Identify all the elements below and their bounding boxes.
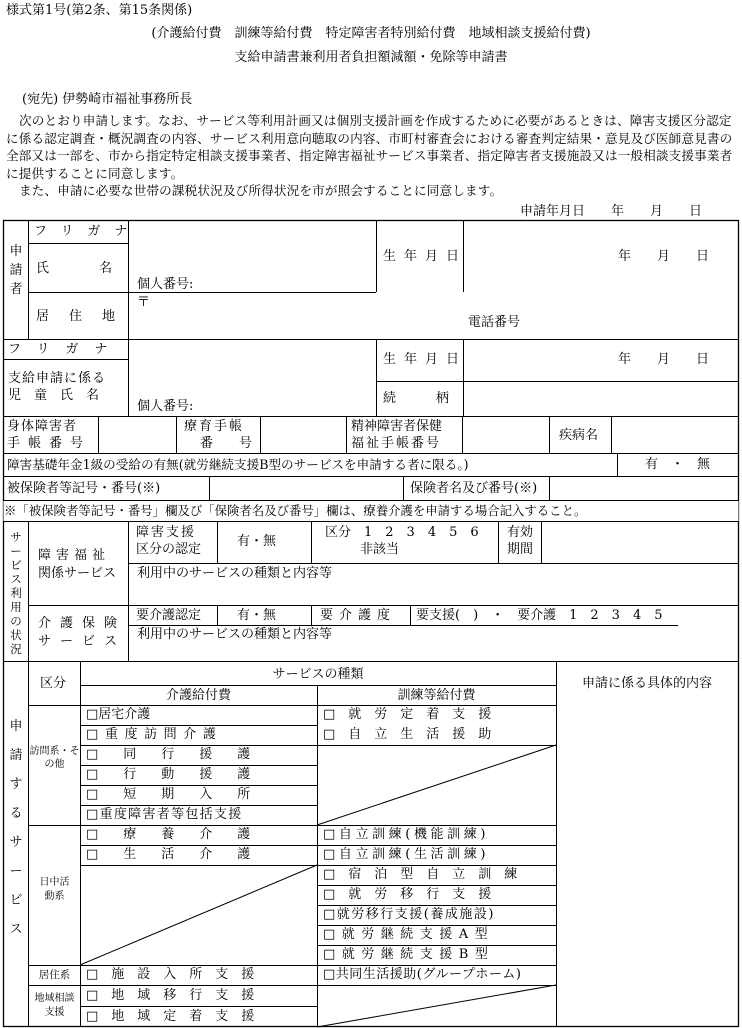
consent-paragraph: 次のとおり申請します。なお、サービス等利用計画又は個別支援計画を作成するために必要があるときは、障害支援区分認定に係る認定調査・概況調査の内容、サービス利用意向聴取の内容、市町村審査会における審査判定結果・意見及び医師意見書の全部又は一部を、市から指定特定相談支援事業者、指定障害福祉サービス事業者、指定障害者支援施設又は一般相談支援事業者に提供することに同意します。: [6, 113, 733, 181]
support-level-label-2: 区分の認定: [136, 542, 202, 557]
checkbox-functional-training[interactable]: □自立訓練(機能訓練): [323, 827, 490, 842]
addressee: (宛先) 伊勢崎市福祉事務所長: [22, 92, 193, 107]
checkbox-medical-care[interactable]: □療養介護: [86, 827, 276, 842]
checkbox-continuous-employment-a[interactable]: □就労継続支援A型: [323, 927, 495, 942]
training-benefits-header: 訓練等給付費: [397, 688, 476, 703]
child-name-field[interactable]: [129, 340, 376, 416]
applicant-name-label: 氏名: [36, 261, 163, 276]
care-services-field[interactable]: [129, 645, 737, 661]
checkbox-behavior-support[interactable]: □行動援護: [86, 767, 276, 782]
checkbox-facility-support[interactable]: □施設入所支援: [86, 967, 268, 982]
group-day-label: 日中活動系: [39, 877, 70, 902]
applicant-section-label: 申 請 者: [9, 244, 23, 297]
mental-handbook-label-2: 福祉手帳番号: [351, 436, 442, 451]
rehab-handbook-label-1: 療育手帳: [184, 419, 245, 434]
checkbox-employment-transition-training-facility[interactable]: □就労移行支援(養成施設): [323, 907, 495, 922]
checkbox-short-stay[interactable]: □短期入所: [86, 787, 276, 802]
postal-mark: 〒: [137, 295, 151, 310]
relation-field[interactable]: [464, 382, 737, 416]
checkbox-independent-living-support[interactable]: □自立生活援助: [323, 727, 505, 742]
physical-handbook-field[interactable]: [99, 417, 176, 453]
pension-label: 障害基礎年金1級の受給の有無(就労継続支援B型のサービスを申請する者に限る。): [7, 457, 469, 472]
child-mynumber-label: 個人番号:: [137, 399, 194, 414]
applicant-name-field[interactable]: [129, 244, 376, 292]
checkbox-community-transition[interactable]: □地域移行支援: [86, 988, 268, 1003]
applicant-dob-label: 生年月日: [383, 249, 468, 264]
not-applicable-option[interactable]: 非該当: [360, 542, 400, 557]
rehab-handbook-label-2: 番号: [200, 436, 279, 451]
applicant-address-label: 居住地: [36, 309, 136, 324]
checkbox-comprehensive-support[interactable]: □重度障害者等包括支援: [86, 807, 243, 822]
care-level-options[interactable]: 要支援( ) ・ 要介護 1 2 3 4 5: [416, 608, 663, 623]
usage-section-label: サ ー ビ ス 利 用 の 状 況: [10, 530, 22, 656]
mental-handbook-field[interactable]: [463, 417, 549, 453]
physical-handbook-label-1: 身体障害者: [7, 419, 78, 434]
support-level-label-1: 障害支援: [136, 525, 197, 540]
disease-field[interactable]: [612, 417, 737, 453]
support-class-options[interactable]: 区分 1 2 3 4 5 6: [325, 525, 479, 540]
care-certification-yes-no[interactable]: 有・無: [237, 608, 277, 623]
checkbox-community-settlement[interactable]: □地域定着支援: [86, 1009, 268, 1024]
child-dob-value: 年 月 日: [618, 352, 710, 367]
insured-number-field[interactable]: [210, 477, 403, 500]
details-field[interactable]: [557, 706, 737, 1026]
care-level-label: 要介護度: [320, 608, 397, 623]
details-header: 申請に係る具体的内容: [581, 676, 712, 691]
mental-handbook-label-1: 精神障害者保健: [351, 419, 443, 434]
group-consult-label: 地域相談支援: [34, 993, 75, 1018]
child-name-label-1: 支給申請に係る: [8, 371, 107, 386]
checkbox-severe-visit-care[interactable]: □重度訪問介護: [86, 727, 223, 742]
care-insurance-label-1: 介護保険: [38, 616, 127, 631]
valid-period-label-2: 期間: [507, 542, 534, 557]
checkbox-life-training[interactable]: □自立訓練(生活訓練): [323, 847, 490, 862]
applicant-dob-value: 年 月 日: [618, 249, 710, 264]
phone-label: 電話番号: [468, 315, 521, 330]
physical-handbook-label-2: 手帳番号: [7, 436, 92, 451]
class-header: 区分: [40, 676, 67, 691]
insurance-note: ※「被保険者等記号・番号」欄及び「保険者名及び番号」欄は、療養介護を申請する場合記入すること。: [4, 503, 587, 518]
service-type-header: サービスの種類: [272, 667, 364, 682]
checkbox-employment-settlement[interactable]: □就労定着支援: [323, 707, 505, 722]
page-title: 支給申請書兼利用者負担額減額・免除等申請書: [234, 50, 508, 65]
checkbox-daily-life-care[interactable]: □生活介護: [86, 847, 276, 862]
insurer-label: 保険者名及び番号(※): [410, 481, 538, 496]
applicant-furigana-field[interactable]: [129, 221, 376, 243]
valid-period-field[interactable]: [542, 522, 737, 563]
relation-label: 続柄: [383, 391, 490, 406]
applicant-mynumber-label: 個人番号:: [137, 277, 194, 292]
application-date: 申請年月日 年 月 日: [520, 204, 703, 219]
welfare-services-in-use: 利用中のサービスの種類と内容等: [137, 566, 333, 581]
consent-tax-paragraph: また、申請に必要な世帯の課税状況及び所得状況を市が照会することに同意します。: [19, 183, 503, 198]
checkbox-accompany-support[interactable]: □同行援護: [86, 747, 276, 762]
group-residence-label: 居住系: [38, 969, 71, 981]
support-level-yes-no[interactable]: 有・無: [237, 534, 277, 549]
child-dob-label: 生年月日: [383, 352, 468, 367]
disease-label: 疾病名: [559, 428, 599, 443]
checkbox-residential-training[interactable]: □宿泊型自立訓練: [323, 867, 531, 882]
care-insurance-label-2: サービス: [38, 634, 127, 649]
insured-number-label: 被保険者等記号・番号(※): [7, 481, 161, 496]
insurer-field[interactable]: [550, 477, 737, 500]
checkbox-group-home[interactable]: □共同生活援助(グループホーム): [323, 967, 522, 982]
applicant-address-field[interactable]: [129, 293, 737, 339]
group-visit-label: 訪問系・その他: [29, 746, 80, 770]
valid-period-label-1: 有効: [507, 525, 534, 540]
checkbox-continuous-employment-b[interactable]: □就労継続支援B型: [323, 947, 495, 962]
category-line: (介護給付費 訓練等給付費 特定障害者特別給付費 地域相談支援給付費): [151, 26, 591, 41]
services-section-label: 申 請 す る サ ー ビ ス: [9, 719, 23, 937]
welfare-services-label-1: 障害福祉: [38, 548, 111, 563]
welfare-services-label-2: 関係サービス: [38, 566, 117, 581]
pension-yes-no[interactable]: 有 ・ 無: [645, 457, 711, 472]
checkbox-employment-transition[interactable]: □就労移行支援: [323, 887, 505, 902]
care-benefits-header: 介護給付費: [165, 688, 231, 703]
checkbox-home-care[interactable]: □居宅介護: [86, 707, 151, 722]
rehab-handbook-field[interactable]: [261, 417, 346, 453]
child-name-label-2: 児童氏名: [8, 388, 113, 403]
child-furigana-label: フリガナ: [8, 342, 124, 357]
applicant-furigana-label: フリガナ: [34, 224, 142, 239]
form-number: 様式第1号(第2条、第15条関係): [6, 3, 193, 18]
care-certification-label: 要介護認定: [136, 608, 202, 623]
care-services-in-use: 利用中のサービスの種類と内容等: [137, 627, 333, 642]
welfare-services-field[interactable]: [129, 584, 737, 605]
